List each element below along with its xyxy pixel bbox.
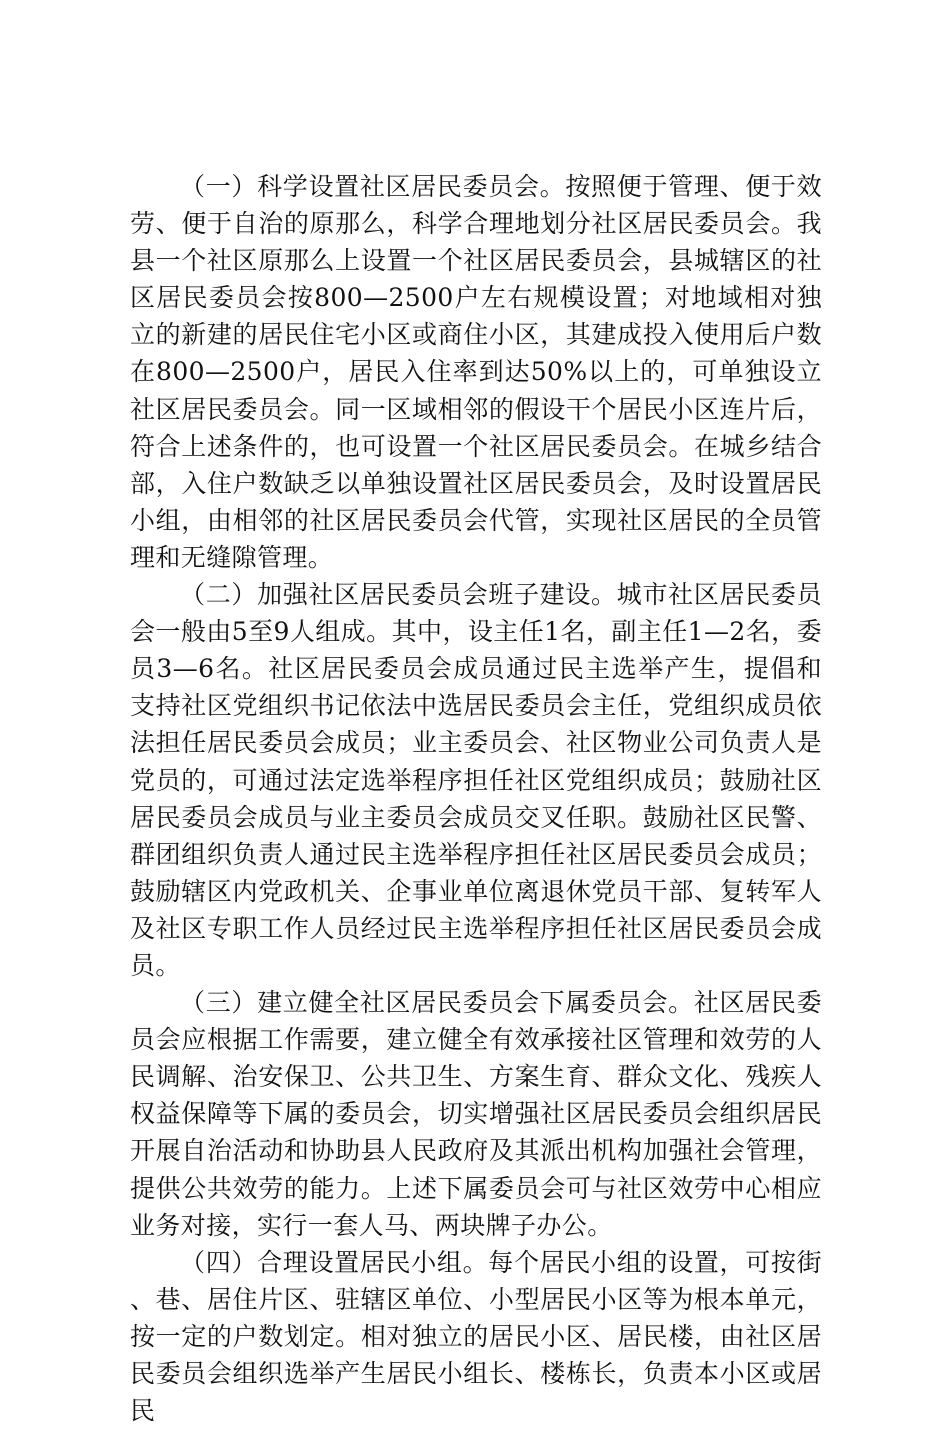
document-body: [130, 168, 822, 1429]
paragraph-3: （三）建立健全社区居民委员会下属委员会。社区居民委员会应根据工作需要，建立健全有效承接社区管理和效劳的人民调解、治安保卫、公共卫生、方案生育、群众文化、残疾人权益保障等下属的委员会，切实增强社区居民委员会组织居民开展自治活动和协助县人民政府及其派出机构加强社会管理，提供公共效劳的能力。上述下属委员会可与社区效劳中心相应业务对接，实行一套人马、两块牌子办公。: [130, 988, 822, 1240]
paragraph-1: （一）科学设置社区居民委员会。按照便于管理、便于效劳、便于自治的原那么，科学合理地划分社区居民委员会。我县一个社区原那么上设置一个社区居民委员会，县城辖区的社区居民委员会按800—2500户左右规模设置；对地域相对独立的新建的居民住宅小区或商住小区，其建成投入使用后户数在800—2500户，居民入住率到达50%以上的，可单独设立社区居民委员会。同一区域相邻的假设干个居民小区连片后，符合上述条件的，也可设置一个社区居民委员会。在城乡结合部，入住户数缺乏以单独设置社区居民委员会，及时设置居民小组，由相邻的社区居民委员会代管，实现社区居民的全员管理和无缝隙管理。: [130, 172, 822, 572]
paragraph-4: （四）合理设置居民小组。每个居民小组的设置，可按街、巷、居住片区、驻辖区单位、小型居民小区等为根本单元，按一定的户数划定。相对独立的居民小区、居民楼，由社区居民委员会组织选举产生居民小组长、楼栋长，负责本小区或居民: [130, 1247, 822, 1426]
paragraph-2: （二）加强社区居民委员会班子建设。城市社区居民委员会一般由5至9人组成。其中，设主任1名，副主任1—2名，委员3—6名。社区居民委员会成员通过民主选举产生，提倡和支持社区党组织书记依法中选居民委员会主任，党组织成员依法担任居民委员会成员；业主委员会、社区物业公司负责人是党员的，可通过法定选举程序担任社区党组织成员；鼓励社区居民委员会成员与业主委员会成员交叉任职。鼓励社区民警、群团组织负责人通过民主选举程序担任社区居民委员会成员；鼓励辖区内党政机关、企事业单位离退休党员干部、复转军人及社区专职工作人员经过民主选举程序担任社区居民委员会成员。: [130, 580, 822, 980]
